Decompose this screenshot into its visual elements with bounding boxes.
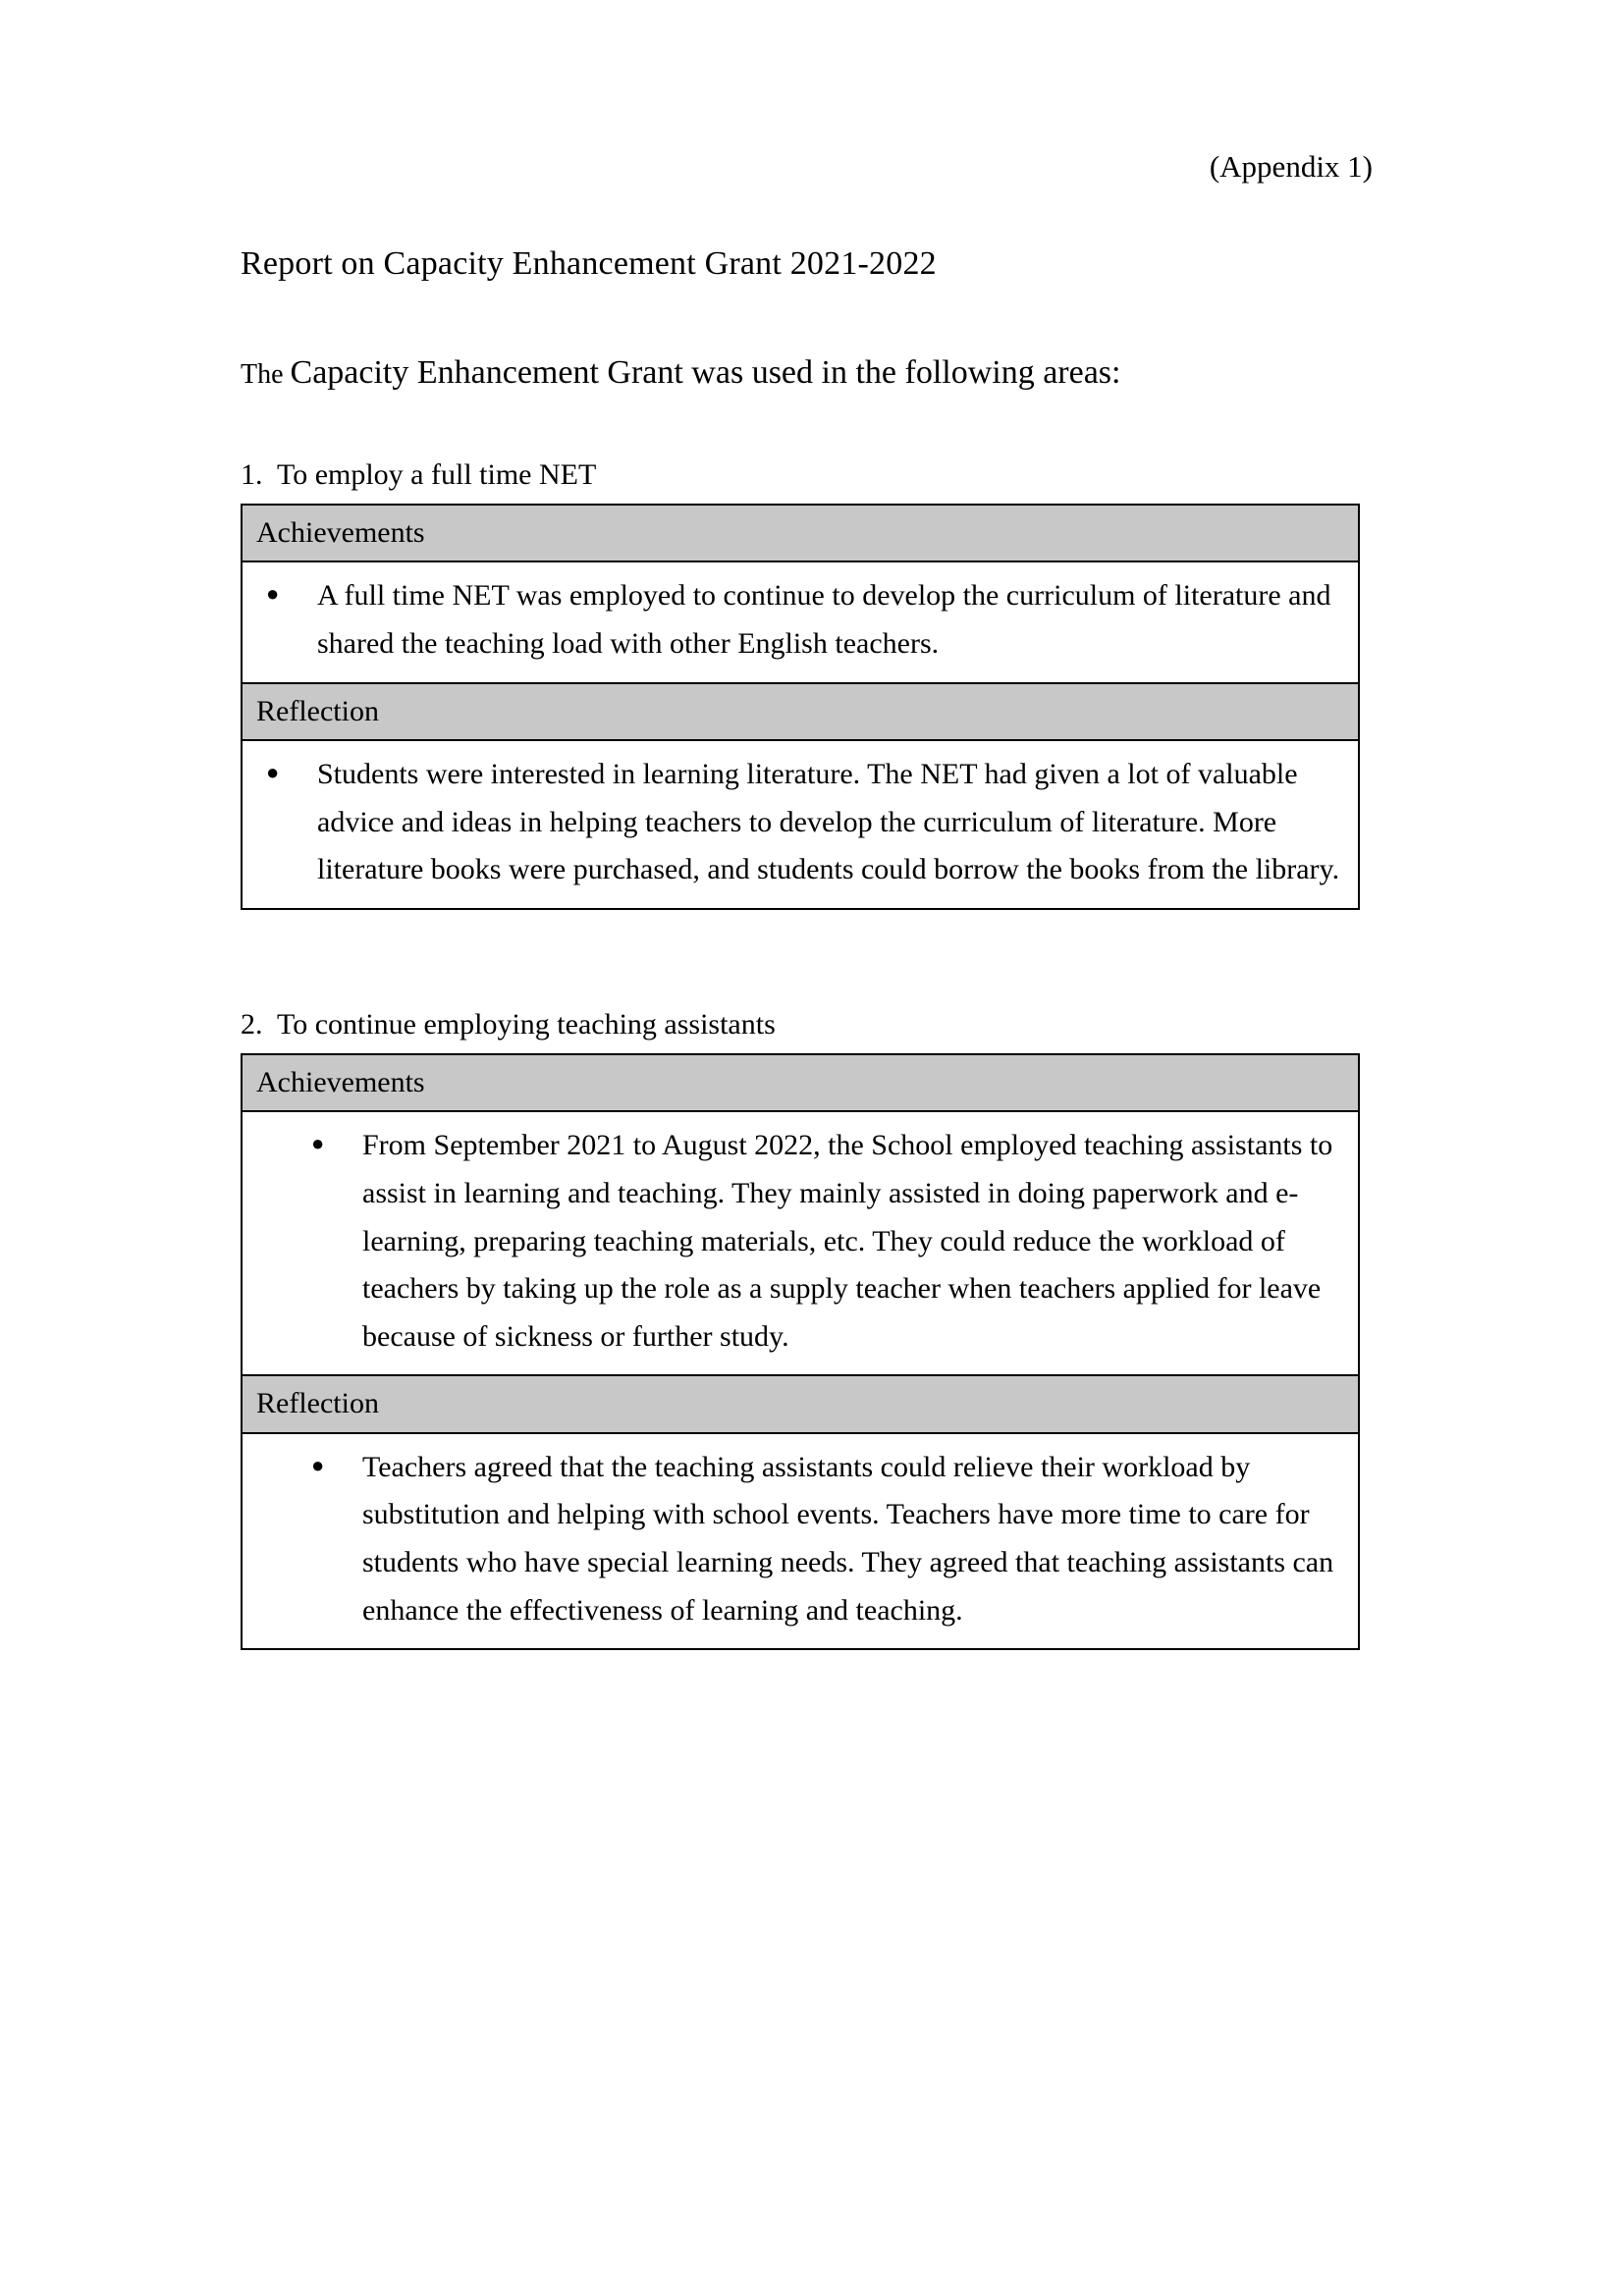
bullet-icon: ● [266,760,280,785]
lead-paragraph [241,347,1412,400]
table-row [242,561,1359,682]
page-title: Report on Capacity Enhancement Grant 2021-2022 [241,245,937,283]
achievements-cell-2 [242,1111,1359,1375]
table-row [242,1054,1359,1112]
bullet-icon: ● [311,1452,325,1477]
achievements-cell-1 [242,561,1359,682]
section-table-1 [241,504,1360,910]
achievements-header-2: Achievements [242,1054,1359,1112]
achievements-header-1: Achievements [242,505,1359,562]
table-row [242,1433,1359,1649]
reflection-text-2: Teachers agreed that the teaching assistants could relieve their workload by substitution and helping with school events. Teachers have more time to care for students who have special learning needs. They agreed that teaching assistants can enhance the effectiveness of learning and teaching. [362,1450,1334,1627]
table-row [242,505,1359,562]
bullet-icon: ● [311,1131,325,1156]
reflection-header-2: Reflection [242,1375,1359,1433]
table-row [242,683,1359,741]
reflection-cell-1 [242,740,1359,909]
section-table-2 [241,1053,1360,1650]
lead-prefix: The [241,359,291,391]
lead-main: Capacity Enhancement Grant was used in the following areas: [290,354,1121,392]
table-row [242,740,1359,909]
section-heading-2: 2. To continue employing teaching assistants [241,1007,776,1041]
reflection-text-1: Students were interested in learning literature. The NET had given a lot of valuable advice and ideas in helping teachers to develop the curriculum of literature. More literature books were purchased, and students could borrow the books from the library. [317,758,1340,886]
achievements-text-2: From September 2021 to August 2022, the School employed teaching assistants to assist in learning and teaching. They mainly assisted in doing paperwork and e-learning, preparing teaching materials, etc. They could reduce the workload of teachers by taking up the role as a supply teacher when teachers applied for leave because of sickness or further study. [362,1129,1333,1353]
table-row [242,1375,1359,1433]
appendix-label: (Appendix 1) [1209,149,1373,184]
section-heading-1: 1. To employ a full time NET [241,457,597,491]
reflection-cell-2 [242,1433,1359,1649]
reflection-header-1: Reflection [242,683,1359,741]
bullet-icon: ● [266,581,280,607]
achievements-text-1: A full time NET was employed to continue to develop the curriculum of literature and shared the teaching load with other English teachers. [317,579,1331,660]
table-row [242,1111,1359,1375]
